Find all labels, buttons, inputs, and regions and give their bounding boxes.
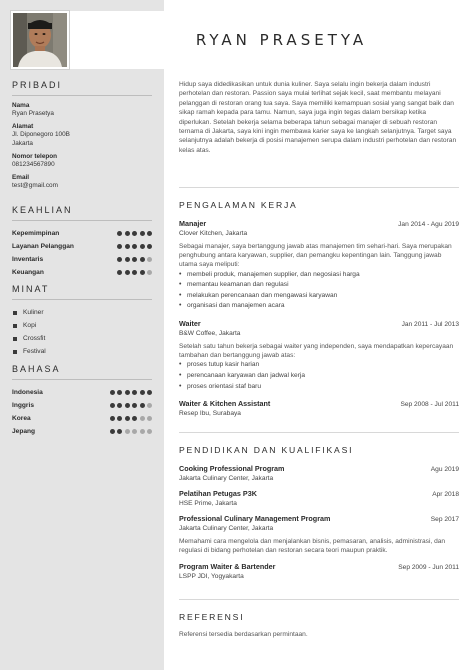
rating-dot-filled bbox=[140, 257, 145, 262]
education-header bbox=[179, 464, 459, 473]
rating-dot-filled bbox=[132, 231, 137, 236]
page-title: RYAN PRASETYA bbox=[195, 31, 368, 49]
bullet-icon: • bbox=[179, 281, 182, 289]
personal-heading: PRIBADI bbox=[12, 80, 152, 96]
square-bullet-icon bbox=[13, 350, 17, 354]
rating-dot-filled bbox=[125, 257, 130, 262]
bullet-icon: • bbox=[179, 291, 182, 299]
rating-dot-filled bbox=[117, 403, 122, 408]
education-title: Professional Culinary Management Program bbox=[179, 514, 331, 523]
interest-item bbox=[12, 306, 152, 319]
references-heading: REFERENSI bbox=[179, 599, 459, 622]
skill-row bbox=[12, 227, 152, 240]
rating-dot-filled bbox=[117, 270, 122, 275]
bullet-text: proses orientasi staf baru bbox=[187, 382, 262, 390]
job-bullet bbox=[179, 270, 459, 281]
rating-dots bbox=[110, 416, 152, 421]
skills-heading: KEAHLIAN bbox=[12, 205, 152, 221]
rating-dots bbox=[110, 390, 152, 395]
profile-photo bbox=[11, 11, 69, 69]
rating-dot-filled bbox=[140, 390, 145, 395]
rating-dot-filled bbox=[110, 429, 115, 434]
education-date: Sep 2017 bbox=[430, 516, 459, 523]
job-entry bbox=[179, 399, 459, 417]
skill-row bbox=[12, 240, 152, 253]
bullet-icon: • bbox=[179, 382, 182, 390]
rating-dot-filled bbox=[125, 416, 130, 421]
job-entry bbox=[179, 219, 459, 312]
header bbox=[69, 11, 474, 69]
education-entry bbox=[179, 562, 459, 580]
job-bullet bbox=[179, 382, 459, 393]
job-title: Manajer bbox=[179, 219, 207, 228]
rating-dot-empty bbox=[147, 257, 152, 262]
language-row bbox=[12, 386, 152, 399]
education-description: Memahami cara mengelola dan menjalankan bisnis, pemasaran, analisis, administrasi, dan regulasi di bidang perhotelan dan restoran secara teori maupun praktik. bbox=[179, 538, 446, 555]
education-title: Pelatihan Petugas P3K bbox=[179, 489, 257, 498]
education-date: Apr 2018 bbox=[432, 491, 459, 498]
job-bullet bbox=[179, 360, 459, 371]
job-description: Setelah satu tahun bekerja sebagai waiter yang independen, saya mendapatkan kepercayaan tambahan dan bertanggung jawab atas: bbox=[179, 342, 454, 360]
education-institution: HSE Prime, Jakarta bbox=[179, 500, 237, 507]
interests-heading: MINAT bbox=[12, 284, 152, 300]
avatar bbox=[13, 13, 67, 67]
interest-label: Kuliner bbox=[23, 309, 44, 316]
references-section bbox=[179, 599, 459, 638]
interest-label: Crossfit bbox=[23, 335, 46, 342]
rating-dot-filled bbox=[132, 416, 137, 421]
rating-dot-filled bbox=[117, 244, 122, 249]
interest-label: Festival bbox=[23, 348, 46, 355]
rating-dot-empty bbox=[140, 416, 145, 421]
intro-section bbox=[179, 80, 459, 155]
skill-name: Kepemimpinan bbox=[12, 230, 60, 237]
education-entry bbox=[179, 514, 459, 555]
sidebar bbox=[0, 0, 164, 670]
job-header bbox=[179, 319, 459, 328]
job-title: Waiter bbox=[179, 318, 201, 328]
rating-dot-filled bbox=[132, 244, 137, 249]
experience-heading: PENGALAMAN KERJA bbox=[179, 187, 459, 210]
rating-dot-filled bbox=[132, 270, 137, 275]
rating-dot-filled bbox=[140, 231, 145, 236]
phone-label: Nomor telepon bbox=[12, 153, 58, 160]
bullet-icon: • bbox=[179, 371, 182, 379]
email-value[interactable]: test@gmail.com bbox=[12, 182, 58, 189]
name-label: Nama bbox=[12, 102, 30, 109]
job-header bbox=[179, 399, 459, 408]
interest-label: Kopi bbox=[23, 322, 37, 329]
bullet-icon: • bbox=[179, 270, 182, 278]
rating-dots bbox=[117, 270, 152, 275]
job-bullet bbox=[179, 371, 459, 382]
references-text: Referensi tersedia berdasarkan permintaan. bbox=[179, 631, 308, 638]
address-label: Alamat bbox=[12, 123, 34, 130]
rating-dot-filled bbox=[132, 390, 137, 395]
language-row bbox=[12, 412, 152, 425]
education-entry bbox=[179, 464, 459, 482]
rating-dot-filled bbox=[110, 390, 115, 395]
address-line-2: Jakarta bbox=[12, 140, 33, 147]
rating-dot-filled bbox=[125, 244, 130, 249]
personal-section bbox=[12, 80, 152, 190]
language-row bbox=[12, 425, 152, 438]
language-name: Korea bbox=[12, 415, 31, 422]
rating-dot-filled bbox=[117, 257, 122, 262]
languages-section bbox=[12, 364, 152, 438]
rating-dot-filled bbox=[140, 403, 145, 408]
rating-dot-filled bbox=[110, 403, 115, 408]
skills-list bbox=[12, 227, 152, 279]
rating-dot-empty bbox=[147, 429, 152, 434]
skill-row bbox=[12, 266, 152, 279]
rating-dots bbox=[110, 429, 152, 434]
education-institution: Jakarta Culinary Center, Jakarta bbox=[179, 475, 274, 482]
rating-dot-filled bbox=[132, 403, 137, 408]
languages-heading: BAHASA bbox=[12, 364, 152, 380]
job-company: Clover Kitchen, Jakarta bbox=[179, 230, 248, 237]
rating-dots bbox=[117, 257, 152, 262]
jobs-list bbox=[179, 219, 459, 417]
rating-dot-empty bbox=[125, 429, 130, 434]
bullet-text: melakukan perencanaan dan mengawasi karyawan bbox=[187, 291, 338, 299]
rating-dots bbox=[110, 403, 152, 408]
rating-dot-filled bbox=[125, 403, 130, 408]
languages-list bbox=[12, 386, 152, 438]
rating-dot-filled bbox=[132, 257, 137, 262]
rating-dot-filled bbox=[117, 390, 122, 395]
education-institution: Jakarta Culinary Center, Jakarta bbox=[179, 525, 274, 532]
job-bullet bbox=[179, 280, 459, 291]
email-label: Email bbox=[12, 174, 30, 181]
skill-name: Layanan Pelanggan bbox=[12, 243, 74, 250]
education-header bbox=[179, 562, 459, 571]
skill-name: Inventaris bbox=[12, 256, 44, 263]
education-heading: PENDIDIKAN DAN KUALIFIKASI bbox=[179, 432, 459, 455]
interests-list bbox=[12, 306, 152, 358]
job-company: B&W Coffee, Jakarta bbox=[179, 329, 241, 337]
rating-dot-empty bbox=[147, 270, 152, 275]
skill-row bbox=[12, 253, 152, 266]
rating-dot-filled bbox=[147, 231, 152, 236]
rating-dot-filled bbox=[140, 270, 145, 275]
bullet-text: perencanaan karyawan dan jadwal kerja bbox=[187, 371, 306, 379]
rating-dot-filled bbox=[125, 390, 130, 395]
rating-dots bbox=[117, 231, 152, 236]
square-bullet-icon bbox=[13, 324, 17, 328]
rating-dot-filled bbox=[147, 390, 152, 395]
job-company: Resep Ibu, Surabaya bbox=[179, 410, 241, 418]
bullet-text: memantau keamanan dan regulasi bbox=[187, 281, 289, 289]
bullet-icon: • bbox=[179, 302, 182, 310]
address-line-1: Jl. Diponegoro 100B bbox=[12, 131, 70, 138]
education-section bbox=[179, 432, 459, 587]
interest-item bbox=[12, 319, 152, 332]
language-name: Indonesia bbox=[12, 389, 43, 396]
education-title: Cooking Professional Program bbox=[179, 464, 285, 473]
language-row bbox=[12, 399, 152, 412]
rating-dot-filled bbox=[117, 231, 122, 236]
rating-dot-empty bbox=[147, 403, 152, 408]
rating-dot-empty bbox=[140, 429, 145, 434]
education-date: Agu 2019 bbox=[430, 466, 459, 473]
rating-dots bbox=[117, 244, 152, 249]
education-list bbox=[179, 464, 459, 580]
rating-dot-filled bbox=[125, 270, 130, 275]
phone-value: 081234567890 bbox=[12, 161, 55, 168]
square-bullet-icon bbox=[13, 337, 17, 341]
job-title: Waiter & Kitchen Assistant bbox=[179, 399, 271, 409]
experience-section bbox=[179, 187, 459, 424]
bullet-text: organisasi dan manajemen acara bbox=[187, 302, 285, 310]
rating-dot-filled bbox=[147, 244, 152, 249]
job-entry bbox=[179, 319, 459, 392]
intro-text: Hidup saya didedikasikan untuk dunia kuliner. Saya selalu ingin bekerja dalam industri perhotelan dan restoran. Passion saya mulai terlihat sejak kecil, saat membantu melayani pelanggan di restoran orang tua saya. Saya memiliki kemampuan sosial yang sangat baik dan sikap ramah kepada para tamu. Namun, saya juga ingin tegas dalam bersikap ketika diperlukan. Setelah bekerja selama beberapa tahun sebagai manajer di sebuah restoran ternama di Jakarta, saya kini ingin membawa karier saya ke langkah selanjutnya. Target saya selanjutnya adalah bekerja di posisi manajemen serupa dalam industri perhotelan dan restoran kelas atas. bbox=[179, 81, 457, 154]
bullet-text: proses tutup kasir harian bbox=[187, 361, 260, 369]
interest-item bbox=[12, 345, 152, 358]
rating-dot-filled bbox=[117, 429, 122, 434]
job-date: Jan 2014 - Agu 2019 bbox=[398, 221, 459, 228]
rating-dot-filled bbox=[140, 244, 145, 249]
interest-item bbox=[12, 332, 152, 345]
rating-dot-empty bbox=[132, 429, 137, 434]
rating-dot-empty bbox=[147, 416, 152, 421]
job-date: Sep 2008 - Jul 2011 bbox=[400, 401, 459, 409]
rating-dot-filled bbox=[125, 231, 130, 236]
interests-section bbox=[12, 284, 152, 358]
main-content bbox=[164, 0, 474, 670]
job-bullet bbox=[179, 301, 459, 312]
job-bullet bbox=[179, 291, 459, 302]
education-institution: LSPP JDI, Yogyakarta bbox=[179, 573, 244, 581]
square-bullet-icon bbox=[13, 311, 17, 315]
education-header bbox=[179, 489, 459, 498]
bullet-text: membeli produk, manajemen supplier, dan negosiasi harga bbox=[187, 270, 360, 278]
skills-section bbox=[12, 205, 152, 279]
bullet-icon: • bbox=[179, 361, 182, 369]
education-header bbox=[179, 514, 459, 523]
education-entry bbox=[179, 489, 459, 507]
education-date: Sep 2009 - Jun 2011 bbox=[398, 564, 459, 572]
job-description: Sebagai manajer, saya bertanggung jawab atas manajemen tim sehari-hari. Saya merupakan penghubung antara karyawan, supplier, dan pemangku kepentingan lain. Tanggung jawab utama saya meliputi: bbox=[179, 243, 452, 269]
skill-name: Keuangan bbox=[12, 269, 44, 276]
name-value: Ryan Prasetya bbox=[12, 110, 54, 117]
language-name: Inggris bbox=[12, 402, 34, 409]
education-title: Program Waiter & Bartender bbox=[179, 562, 276, 572]
rating-dot-filled bbox=[110, 416, 115, 421]
job-date: Jan 2011 - Jul 2013 bbox=[401, 320, 459, 328]
rating-dot-filled bbox=[117, 416, 122, 421]
language-name: Jepang bbox=[12, 428, 36, 435]
job-header bbox=[179, 219, 459, 228]
